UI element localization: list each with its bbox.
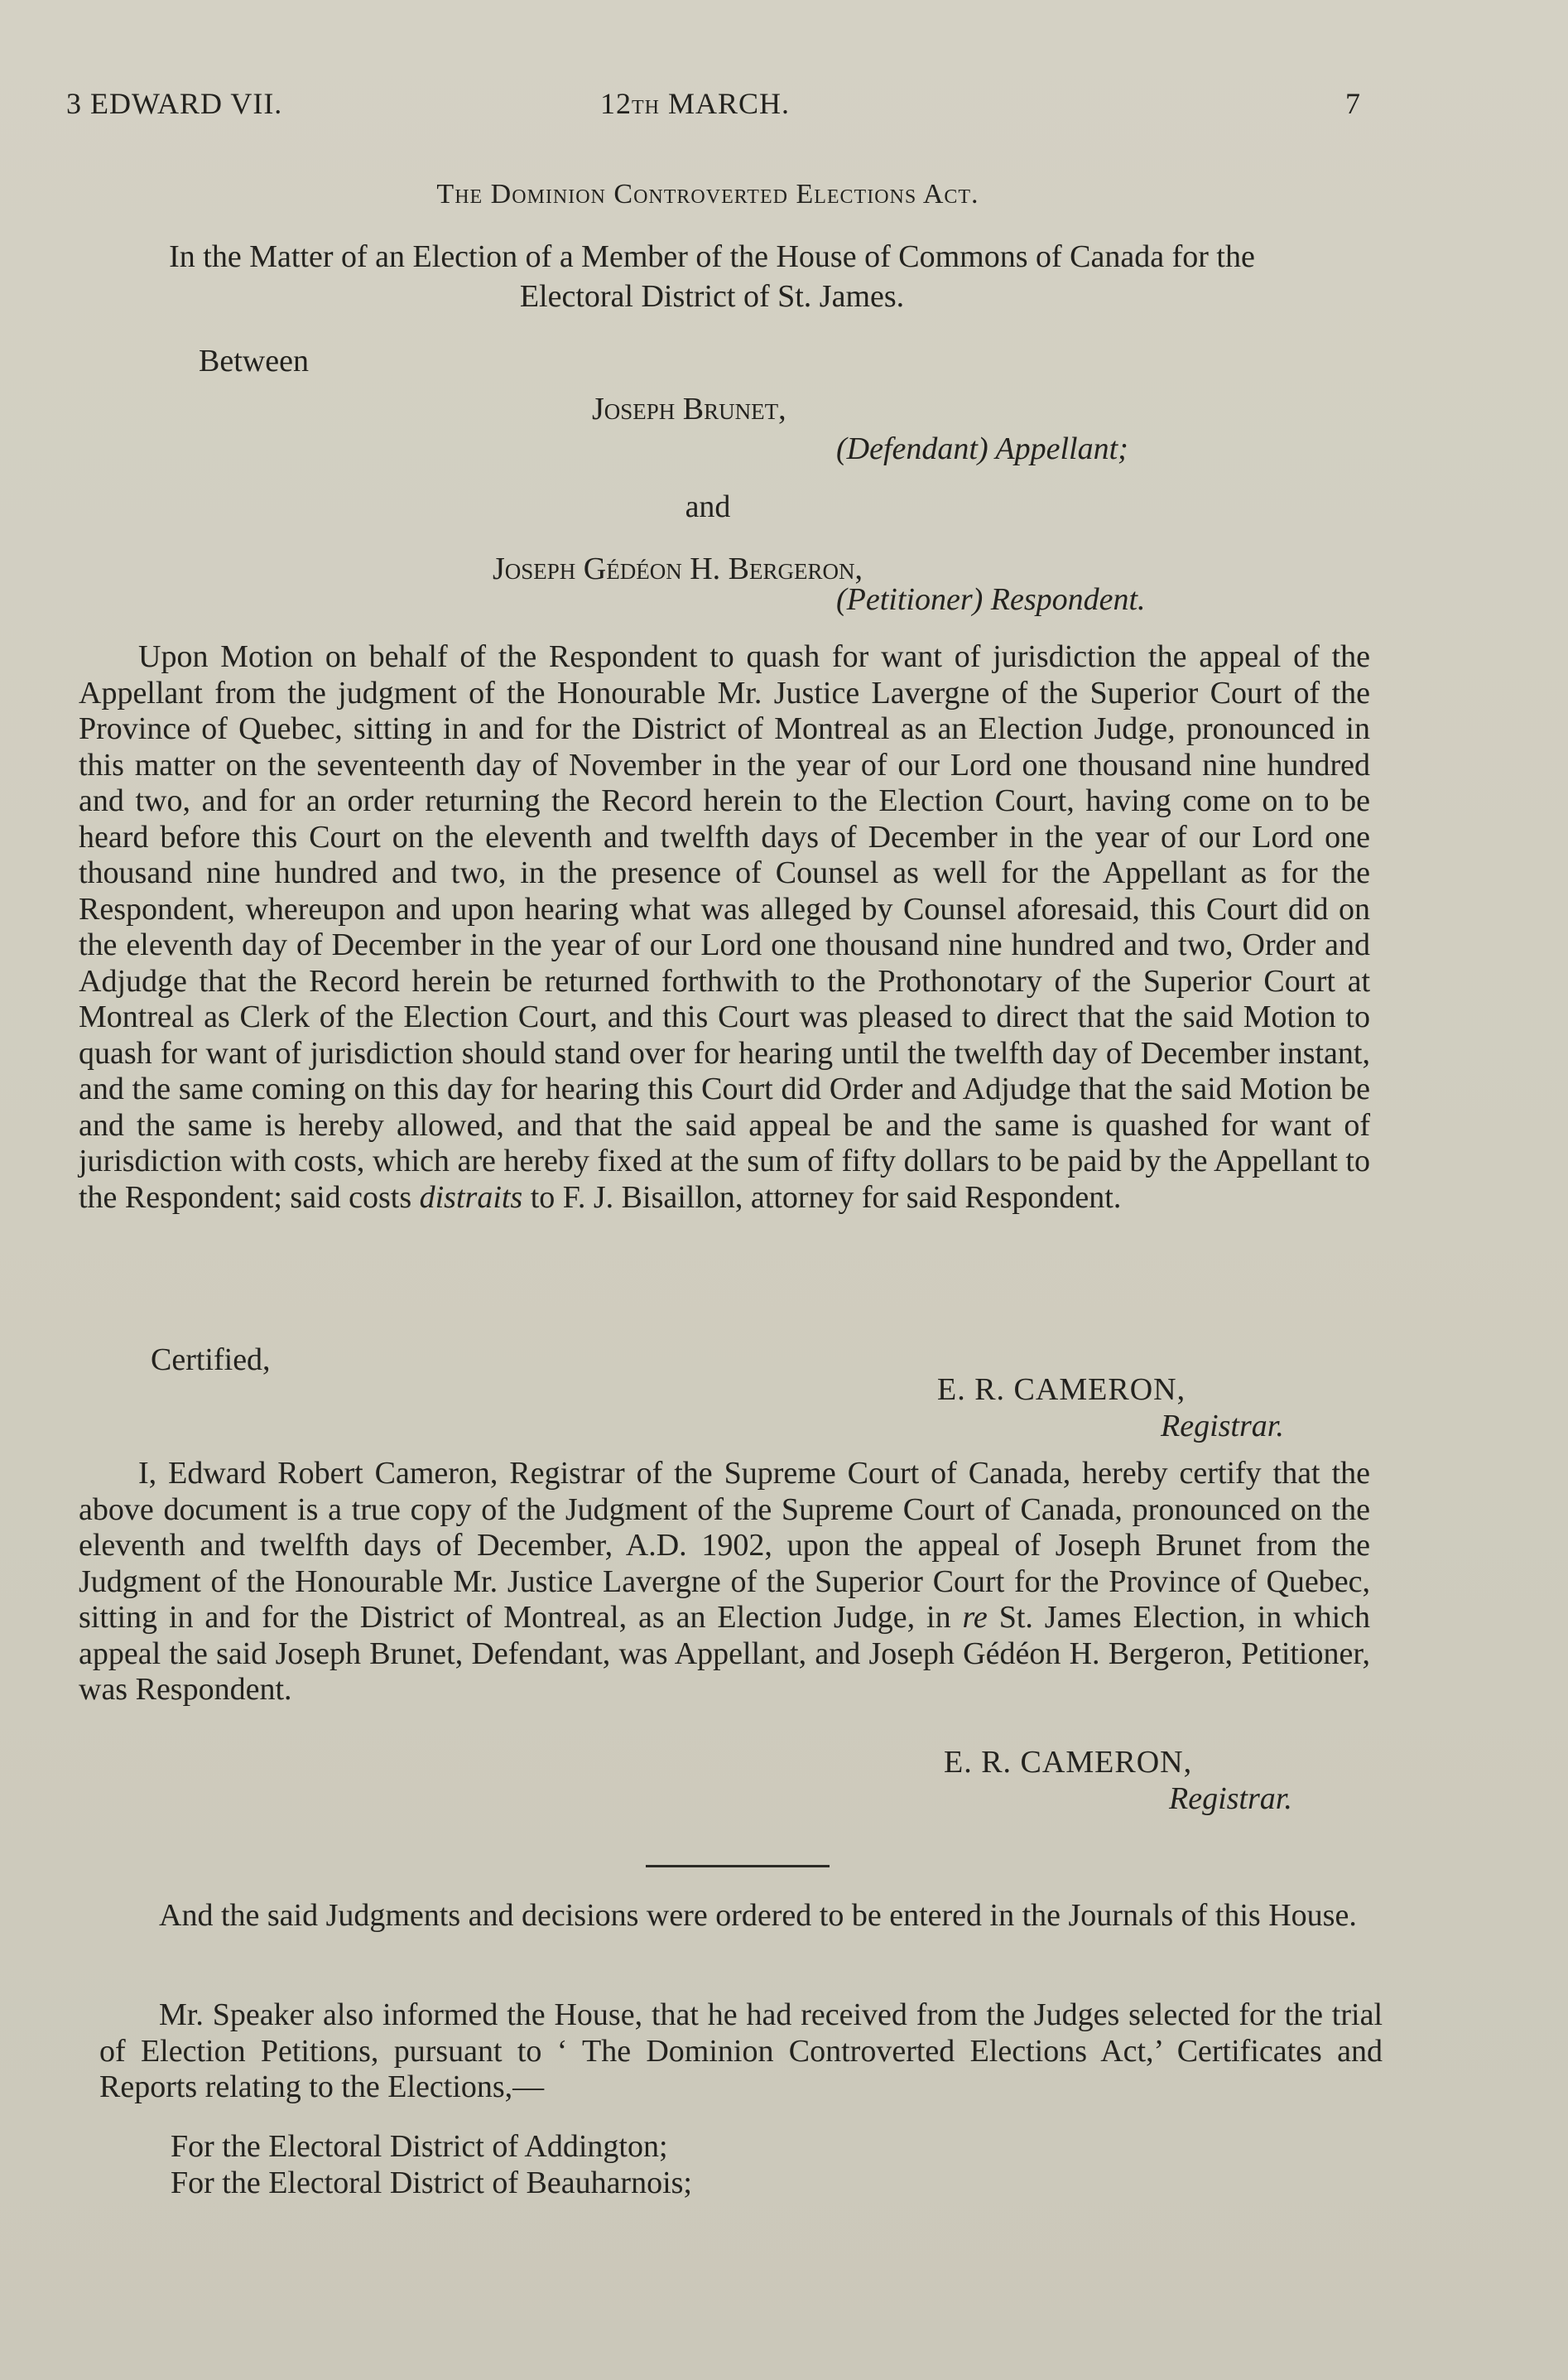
judgment-italic-term: distraits [419,1179,523,1215]
respondent-name: Joseph Gédéon H. Bergeron, [493,552,863,586]
certified-label: Certified, [151,1342,271,1377]
certification-italic-term: re [962,1600,988,1635]
certification-paragraph [79,1456,1370,1708]
judgment-paragraph [79,639,1370,1216]
district-item: For the Electoral District of Addington; [171,2129,668,2164]
running-header [66,86,1361,128]
header-date-number: 12 [600,87,632,120]
registrar-signature-2: E. R. CAMERON, [944,1745,1193,1780]
section-divider [646,1865,830,1867]
header-regnal-year: 3 EDWARD VII. [66,87,283,120]
matter-heading [66,237,1358,316]
act-title: The Dominion Controverted Elections Act. [436,179,979,210]
judgment-text: Upon Motion on behalf of the Respondent to quash for want of jurisdiction the appeal of the Appellant from the judgment of the Honourable Mr. Justice Lavergne of the Superior Court of the Province of Quebec, sitting in and for the District of Montreal as an Election Judge, pronounced in this matter on the seventeenth day of November in the year of our Lord one thousand nine hundred and two, and for an order returning the Record herein to the Election Court, having come on to be heard before this Court on the eleventh and twelfth days of December in the year of our Lord one thousand nine hundred and two, in the presence of Counsel as well for the Appellant as for the Respondent, whereupon and upon hearing what was alleged by Counsel aforesaid, this Court did on the eleventh day of December in the year of our Lord one thousand nine hundred and two, Order and Adjudge that the Record herein be returned forthwith to the Prothonotary of the Superior Court at Montreal as Clerk of the Election Court, and this Court was pleased to direct that the said Motion to quash for want of jurisdiction should stand over for hearing until the twelfth day of December instant, and the same coming on this day for hearing this Court did Order and Adjudge that the said Motion be and the same is hereby allowed, and that the said appeal be and the same is quashed for want of jurisdiction with costs, which are hereby fixed at the sum of fifty dollars to be paid by the Appellant to the Respondent; said costs [79,639,1370,1215]
journals-paragraph: And the said Judgments and decisions were ordered to be entered in the Journals of this House. [159,1898,1357,1933]
header-date [600,86,790,121]
registrar-title-1: Registrar. [1161,1409,1284,1443]
matter-line-2: Electoral District of St. James. [519,279,905,314]
and-label: and [685,489,731,524]
between-label: Between [199,344,309,378]
certification-text-end: St. James Election, in which appeal the said Joseph Brunet, Defendant, was Appellant, and Joseph Gédéon H. Bergeron, Petitioner, was Respondent. [79,1600,1370,1707]
header-date-month: MARCH. [660,87,791,120]
registrar-title-2: Registrar. [1169,1781,1292,1816]
appellant-role: (Defendant) Appellant; [836,431,1128,466]
speaker-paragraph: Mr. Speaker also informed the House, that he had received from the Judges selected for the trial of Election Petitions, pursuant to ‘ The Dominion Controverted Elections Act,’ Certificates and Reports relating to the Elections,— [99,1997,1383,2104]
district-item: For the Electoral District of Beauharnois; [171,2166,692,2200]
certification-text: I, Edward Robert Cameron, Registrar of the Supreme Court of Canada, hereby certify that the above document is a true copy of the Judgment of the Supreme Court of Canada, pronounced on the eleventh and twelfth days of December, A.D. 1902, upon the appeal of Joseph Brunet from the Judgment of the Honourable Mr. Justice Lavergne of the Superior Court for the Province of Quebec, sitting in and for the District of Montreal, as an Election Judge, in [79,1456,1370,1635]
appellant-name: Joseph Brunet, [592,392,786,426]
page-number: 7 [1345,87,1361,120]
respondent-role: (Petitioner) Respondent. [836,582,1146,617]
judgment-text-end: to F. J. Bisaillon, attorney for said Respondent. [522,1179,1122,1215]
matter-line-1: In the Matter of an Election of a Member of the House of Commons of Canada for the [169,239,1255,274]
registrar-signature-1: E. R. CAMERON, [937,1372,1186,1407]
header-date-suffix: TH [632,97,660,118]
